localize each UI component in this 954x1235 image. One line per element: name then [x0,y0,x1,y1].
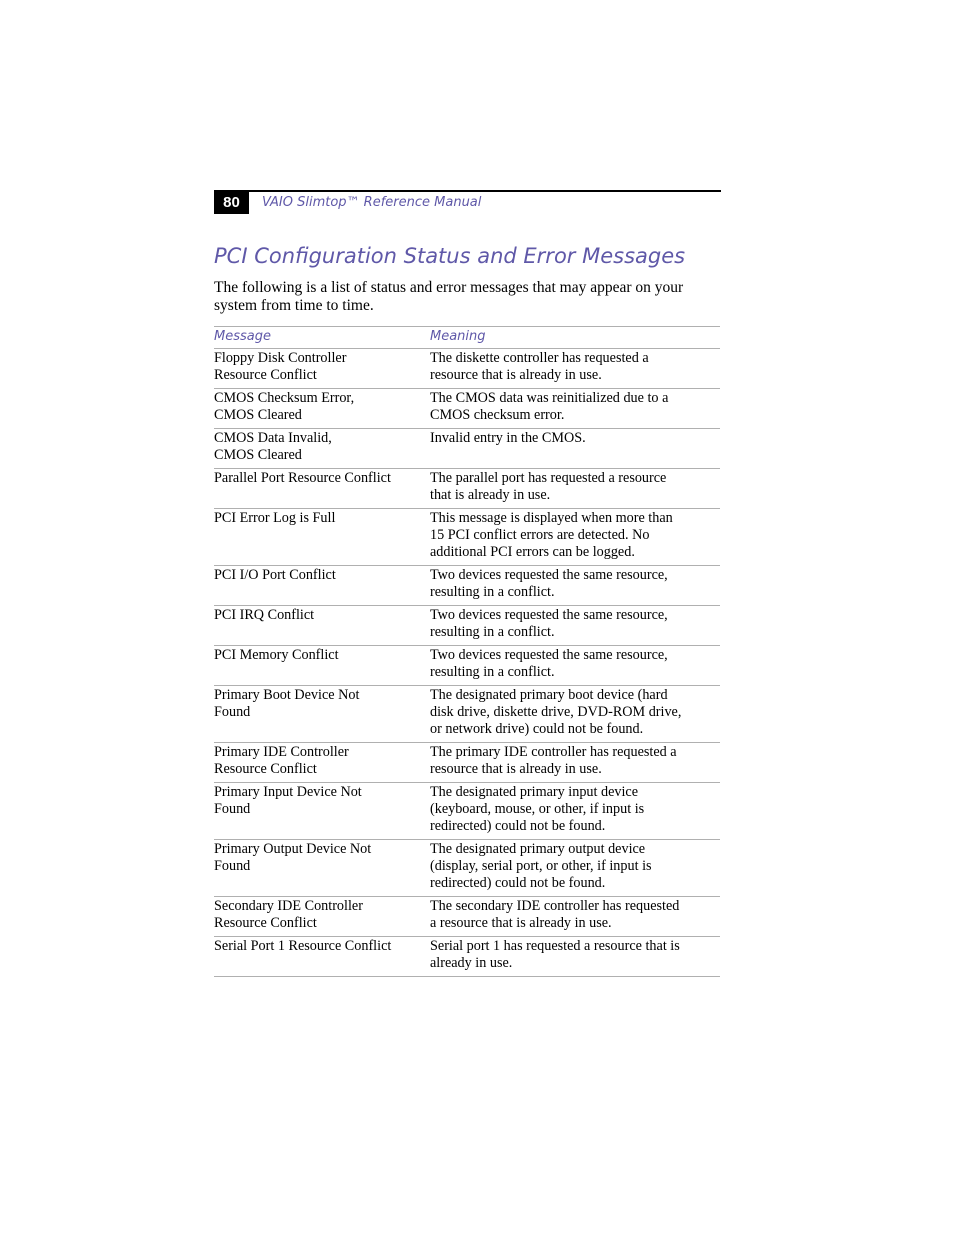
meaning-cell: Two devices requested the same resource, resulting in a conflict. [430,566,720,606]
message-cell: Primary Output Device Not Found [214,840,430,897]
column-header-message: Message [214,327,430,349]
table-header-row [214,327,720,349]
table-row [214,509,720,566]
meaning-cell: The designated primary boot device (hard disk drive, diskette drive, DVD-ROM drive, or network drive) could not be found. [430,686,720,743]
message-cell: Parallel Port Resource Conflict [214,469,430,509]
meaning-cell: This message is displayed when more than 15 PCI conflict errors are detected. No additional PCI errors can be logged. [430,509,720,566]
table-row [214,389,720,429]
meaning-cell: The designated primary output device (display, serial port, or other, if input is redirected) could not be found. [430,840,720,897]
table-row [214,469,720,509]
message-cell: Primary Boot Device Not Found [214,686,430,743]
error-messages-table [214,326,720,977]
message-cell: Primary IDE Controller Resource Conflict [214,743,430,783]
table-row [214,783,720,840]
meaning-cell: Invalid entry in the CMOS. [430,429,720,469]
table-body [214,349,720,977]
message-cell: PCI Memory Conflict [214,646,430,686]
intro-paragraph: The following is a list of status and error messages that may appear on your system from time to time. [214,279,684,314]
message-cell: Secondary IDE Controller Resource Conflict [214,897,430,937]
message-cell: PCI IRQ Conflict [214,606,430,646]
table-row [214,840,720,897]
table-row [214,743,720,783]
table-row [214,429,720,469]
message-cell: CMOS Checksum Error, CMOS Cleared [214,389,430,429]
meaning-cell: The primary IDE controller has requested a resource that is already in use. [430,743,720,783]
table-row [214,349,720,389]
message-cell: Floppy Disk Controller Resource Conflict [214,349,430,389]
table-row [214,897,720,937]
table-row [214,686,720,743]
meaning-cell: Serial port 1 has requested a resource that is already in use. [430,937,720,977]
message-cell: CMOS Data Invalid, CMOS Cleared [214,429,430,469]
table-row [214,606,720,646]
table-row [214,937,720,977]
message-cell: Primary Input Device Not Found [214,783,430,840]
meaning-cell: Two devices requested the same resource, resulting in a conflict. [430,606,720,646]
meaning-cell: Two devices requested the same resource, resulting in a conflict. [430,646,720,686]
page-header [214,190,721,216]
section-title: PCI Configuration Status and Error Messages [214,244,686,268]
running-title: VAIO Slimtop™ Reference Manual [262,195,482,210]
column-header-meaning: Meaning [430,327,720,349]
message-cell: PCI Error Log is Full [214,509,430,566]
message-cell: PCI I/O Port Conflict [214,566,430,606]
table-row [214,646,720,686]
meaning-cell: The CMOS data was reinitialized due to a CMOS checksum error. [430,389,720,429]
meaning-cell: The designated primary input device (keyboard, mouse, or other, if input is redirected) could not be found. [430,783,720,840]
message-cell: Serial Port 1 Resource Conflict [214,937,430,977]
meaning-cell: The diskette controller has requested a resource that is already in use. [430,349,720,389]
page-number: 80 [214,192,249,214]
table-row [214,566,720,606]
meaning-cell: The parallel port has requested a resource that is already in use. [430,469,720,509]
meaning-cell: The secondary IDE controller has requested a resource that is already in use. [430,897,720,937]
